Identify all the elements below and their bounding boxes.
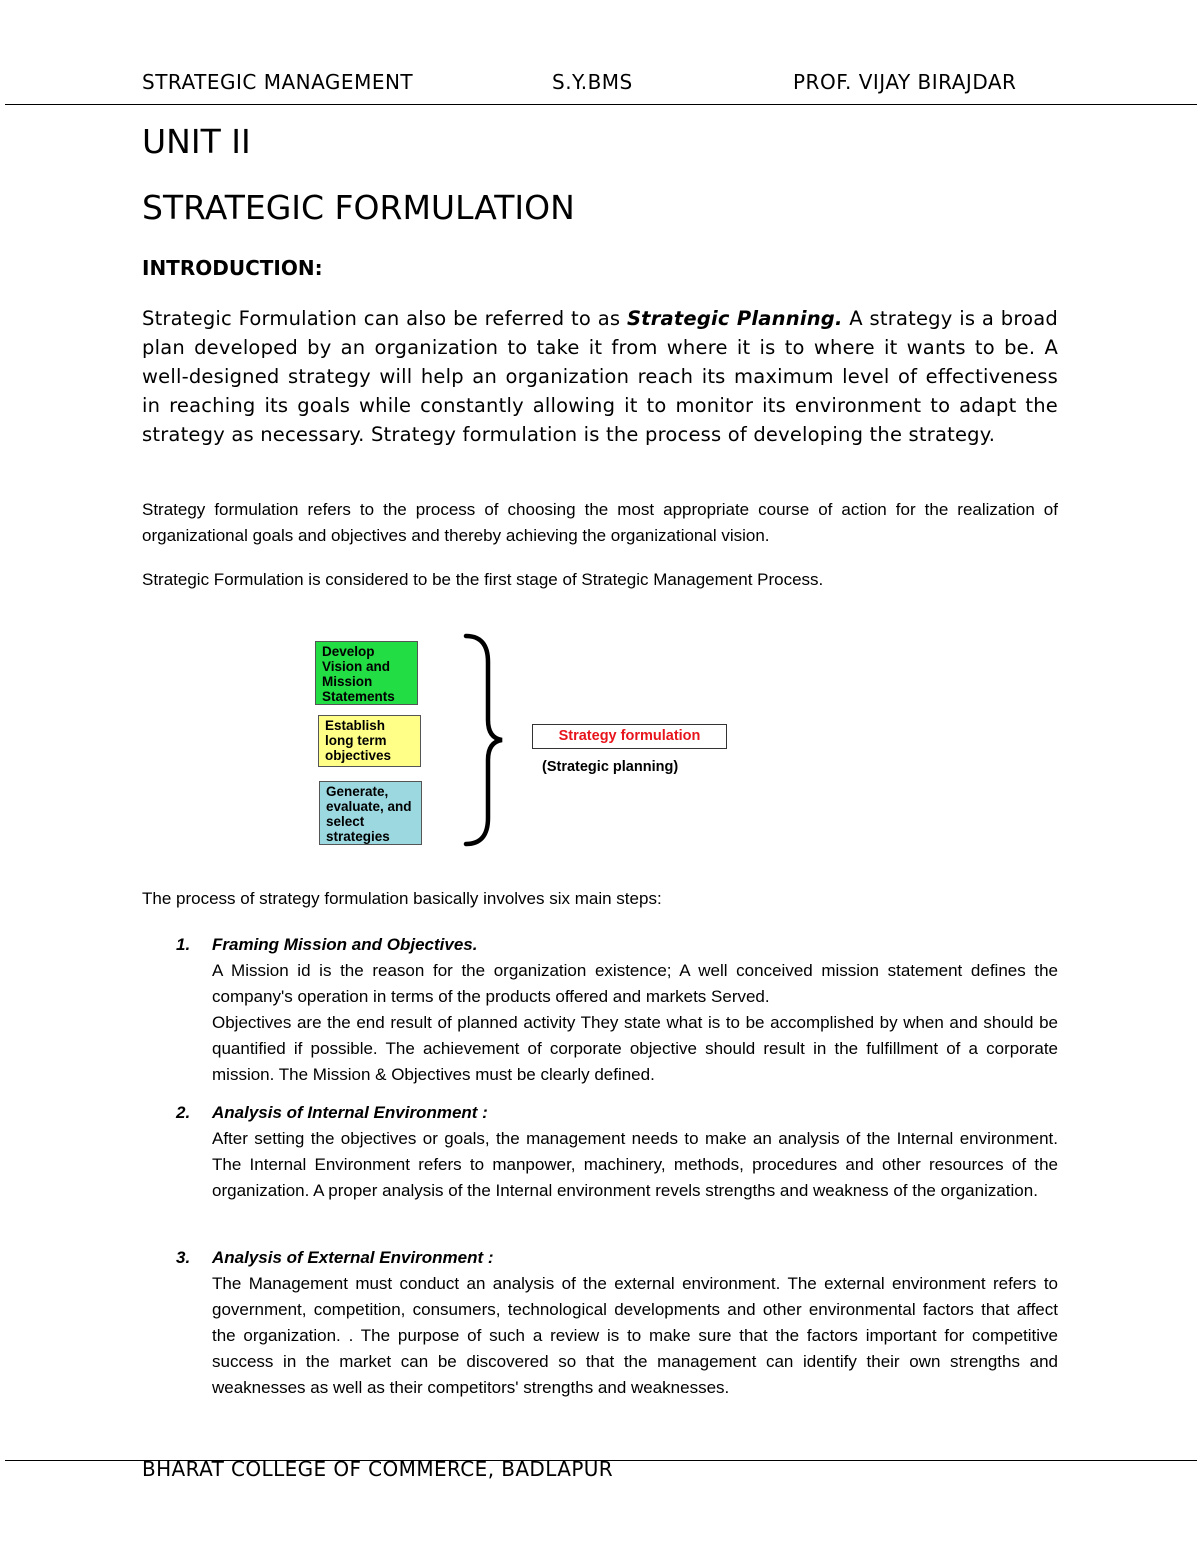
page-title: STRATEGIC FORMULATION (142, 188, 575, 227)
diagram-box-vision: Develop Vision and Mission Statements (315, 641, 418, 705)
step-item (176, 1100, 1058, 1204)
step-heading: Analysis of Internal Environment : (212, 1103, 488, 1122)
intro-text-after: A strategy is a broad plan developed by an organization to take it from where it is to where it wants to be. A well-designed strategy will help an organization reach its maximum level of effectiveness in reaching its goals while constantly allowing it to monitor its environment to adapt the strategy as necessary. Strategy formulation is the process of developing the strategy. (142, 307, 1058, 446)
step-item (176, 932, 1058, 1088)
diagram-box-objectives: Establish long term objectives (318, 715, 421, 767)
intro-paragraph (142, 304, 1058, 449)
step-number: 3. (176, 1248, 191, 1267)
step-heading: Framing Mission and Objectives. (212, 935, 478, 954)
diagram-box-strategies: Generate, evaluate, and select strategies (319, 781, 422, 845)
step-text: A Mission id is the reason for the organization existence; A well conceived mission statement defines the company's operation in terms of the products offered and markets Served. (212, 961, 1058, 1006)
step-text: The Management must conduct an analysis of the external environment. The external environment refers to government, competition, consumers, technological developments and other environmental factors that affect the organization. . The purpose of such a review is to make sure that the factors important for competitive success in the market can be discovered so that the management can identify their own strengths and weaknesses as well as their competitors' strengths and weaknesses. (212, 1274, 1058, 1397)
intro-heading: INTRODUCTION: (142, 256, 323, 280)
paragraph-definition: Strategy formulation refers to the process of choosing the most appropriate course of action for the realization of organizational goals and objectives and thereby achieving the organizational vision. (142, 500, 1058, 545)
step-text: After setting the objectives or goals, the management needs to make an analysis of the Internal environment. The Internal Environment refers to manpower, machinery, methods, procedures and other resources of the organization. A proper analysis of the Internal environment revels strengths and weakness of the organization. (212, 1129, 1058, 1200)
paragraph-first-stage: Strategic Formulation is considered to be the first stage of Strategic Management Process. (142, 570, 824, 589)
header-professor: PROF. VIJAY BIRAJDAR (793, 70, 1017, 94)
step-number: 1. (176, 935, 191, 954)
header-class: S.Y.BMS (552, 70, 633, 94)
header-rule (5, 104, 1197, 105)
diagram-strategy-formulation: Strategy formulation (532, 724, 727, 749)
intro-emphasis: Strategic Planning. (626, 307, 843, 330)
unit-heading: UNIT II (142, 122, 251, 161)
step-item (176, 1245, 1058, 1401)
step-heading: Analysis of External Environment : (212, 1248, 494, 1267)
diagram-strategic-planning: (Strategic planning) (542, 759, 679, 775)
intro-text-before: Strategic Formulation can also be referred to as (142, 307, 627, 330)
curly-brace-icon (458, 632, 538, 848)
step-text: Objectives are the end result of planned activity They state what is to be accomplished by when and should be quantified if possible. The achievement of corporate objective should result in the fulfillment of a corporate mission. The Mission & Objectives must be clearly defined. (212, 1013, 1058, 1084)
header-course: STRATEGIC MANAGEMENT (142, 70, 414, 94)
step-number: 2. (176, 1103, 191, 1122)
footer-college: BHARAT COLLEGE OF COMMERCE, BADLAPUR (142, 1457, 614, 1481)
steps-intro: The process of strategy formulation basically involves six main steps: (142, 889, 662, 908)
